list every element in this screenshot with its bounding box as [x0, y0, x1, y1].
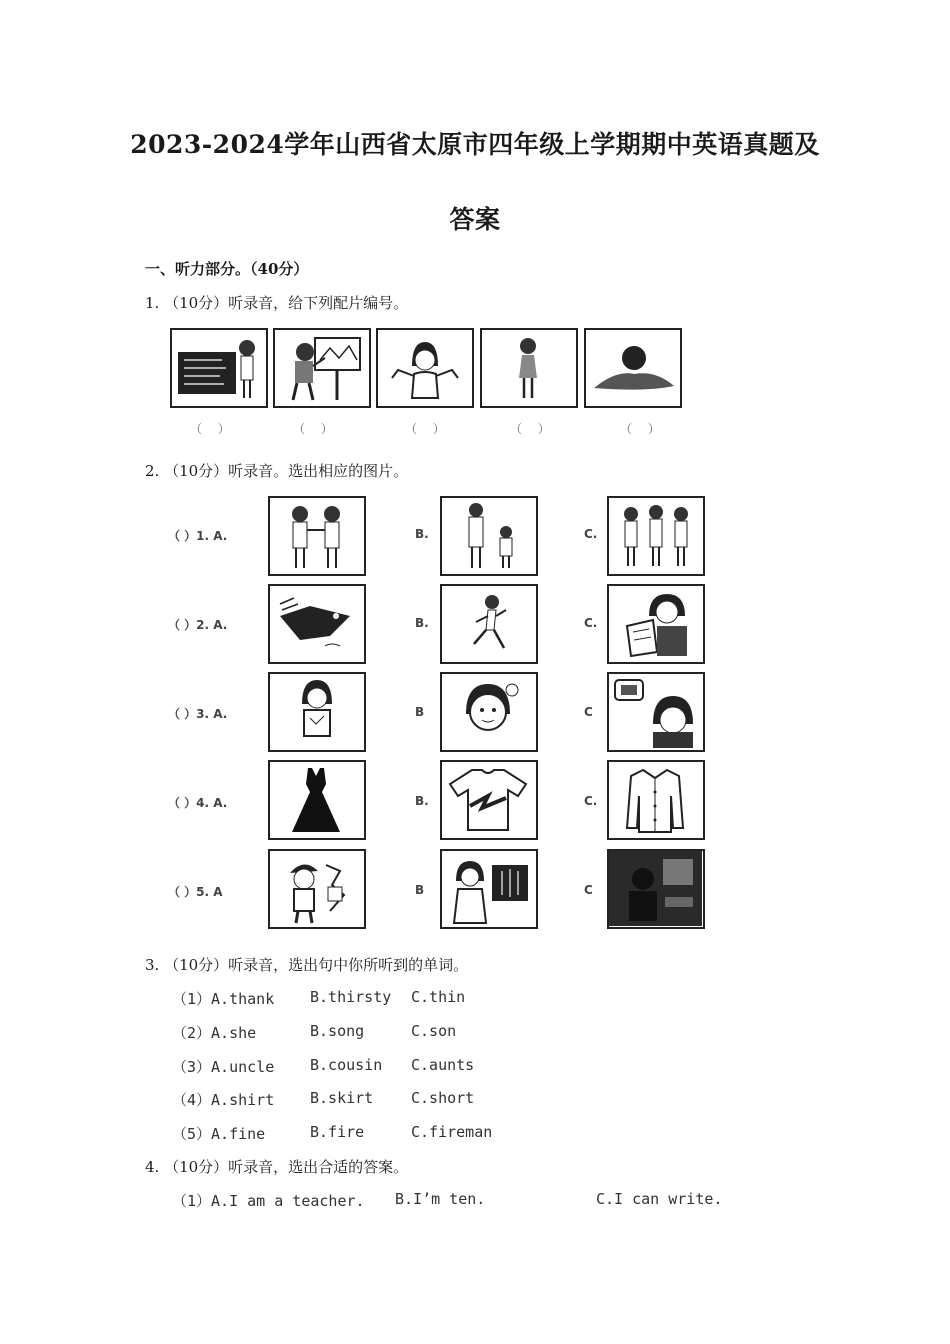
q2-row-4-option-c[interactable] — [607, 760, 705, 840]
q1-picture-2 — [273, 328, 371, 408]
q3-row-4-option-b[interactable]: B.skirt — [310, 1089, 374, 1107]
q2-row-4-option-c-label: C. — [584, 794, 598, 808]
q2-row-2-option-a[interactable] — [268, 584, 366, 664]
q3-row-3-option-b[interactable]: B.cousin — [310, 1056, 383, 1074]
q3-row-5-option-b[interactable]: B.fire — [310, 1123, 365, 1141]
page-title-line-2: 答案 — [449, 205, 501, 234]
q3-row-3-option-c[interactable]: C.aunts — [411, 1056, 475, 1074]
q2-row-3-option-b[interactable] — [440, 672, 538, 752]
q2-row-3-option-c[interactable] — [607, 672, 705, 752]
q1-picture-3 — [376, 328, 474, 408]
q3-row-3-option-a[interactable]: （3）A.uncle — [172, 1058, 275, 1076]
q1-picture-4 — [480, 328, 578, 408]
dress-icon — [270, 762, 363, 837]
q2-row-2-label[interactable]: （ ）2. A. — [168, 618, 228, 632]
student-drawing-icon — [275, 330, 368, 405]
boy-reading-icon — [609, 586, 702, 661]
q2-row-5-option-a[interactable] — [268, 849, 366, 929]
section-heading-listening: 一、听力部分。（40分） — [145, 260, 309, 278]
q2-row-1-label[interactable]: （ ）1. A. — [168, 529, 228, 543]
q2-row-3-option-c-label: C — [584, 705, 593, 719]
q1-picture-5 — [584, 328, 682, 408]
q2-row-1-option-c-label: C. — [584, 527, 598, 541]
question-4-text: 4. （10分）听录音，选出合适的答案。 — [145, 1158, 409, 1176]
q3-row-5-option-a[interactable]: （5）A.fine — [172, 1125, 266, 1143]
q2-row-1-option-a[interactable] — [268, 496, 366, 576]
q2-row-5-label[interactable]: （ ）5. A — [168, 885, 223, 899]
rock-icon — [586, 330, 679, 405]
q1-blank-1[interactable]: （ ） — [190, 422, 236, 436]
q2-row-2-option-c[interactable] — [607, 584, 705, 664]
doctor-xray-icon — [442, 851, 535, 926]
q2-row-2-option-c-label: C. — [584, 616, 598, 630]
q2-row-4-option-b-label: B. — [415, 794, 429, 808]
two-boys-icon — [270, 498, 363, 573]
q2-row-3-label[interactable]: （ ）3. A. — [168, 707, 228, 721]
q1-blank-5[interactable]: （ ） — [620, 422, 666, 436]
q1-blank-3[interactable]: （ ） — [405, 422, 451, 436]
q3-row-2-option-a[interactable]: （2）A.she — [172, 1024, 257, 1042]
q3-row-4-option-c[interactable]: C.short — [411, 1089, 475, 1107]
q2-row-3-option-b-label: B — [415, 705, 425, 719]
q4-row-1-option-c[interactable]: C.I can write. — [596, 1190, 723, 1208]
girl-waving-icon — [378, 330, 471, 405]
q1-blank-4[interactable]: （ ） — [510, 422, 556, 436]
q2-row-5-option-c-label: C — [584, 883, 593, 897]
q3-row-1-option-a[interactable]: （1）A.thank — [172, 990, 275, 1008]
q2-row-4-option-b[interactable] — [440, 760, 538, 840]
shirt-icon — [609, 762, 702, 837]
teacher-board-icon — [172, 330, 265, 405]
q2-row-1-option-b-label: B. — [415, 527, 429, 541]
running-boy-icon — [442, 586, 535, 661]
page-title-line-1: 2023-2024学年山西省太原市四年级上学期期中英语真题及 — [130, 130, 820, 159]
q2-row-1-option-c[interactable] — [607, 496, 705, 576]
q2-row-2-option-b[interactable] — [440, 584, 538, 664]
q4-row-1-option-b[interactable]: B.I’m ten. — [395, 1190, 486, 1208]
boy-cap-icon — [270, 851, 363, 926]
flying-fish-icon — [270, 586, 363, 661]
q2-row-5-option-b[interactable] — [440, 849, 538, 929]
q2-row-1-option-b[interactable] — [440, 496, 538, 576]
q3-row-2-option-b[interactable]: B.song — [310, 1022, 365, 1040]
q3-row-1-option-c[interactable]: C.thin — [411, 988, 466, 1006]
q2-row-5-option-b-label: B — [415, 883, 425, 897]
q4-row-1-option-a[interactable]: （1）A.I am a teacher. — [172, 1192, 365, 1210]
tshirt-icon — [442, 762, 535, 837]
q2-row-4-option-a[interactable] — [268, 760, 366, 840]
q3-row-5-option-c[interactable]: C.fireman — [411, 1123, 493, 1141]
q3-row-4-option-a[interactable]: （4）A.shirt — [172, 1091, 275, 1109]
man-and-boy-icon — [442, 498, 535, 573]
q3-row-2-option-c[interactable]: C.son — [411, 1022, 457, 1040]
dark-room-icon — [609, 851, 702, 926]
question-3-text: 3. （10分）听录音，选出句中你所听到的单词。 — [145, 956, 469, 974]
q2-row-3-option-a[interactable] — [268, 672, 366, 752]
question-1-text: 1. （10分）听录音，给下列配片编号。 — [145, 294, 409, 312]
girl-shirt-icon — [270, 674, 363, 749]
q2-row-5-option-c[interactable] — [607, 849, 705, 929]
girl-standing-icon — [482, 330, 575, 405]
three-people-icon — [609, 498, 702, 573]
girl-speech-bubble-icon — [609, 674, 702, 749]
girl-face-icon — [442, 674, 535, 749]
q1-blank-2[interactable]: （ ） — [293, 422, 339, 436]
question-2-text: 2. （10分）听录音。选出相应的图片。 — [145, 462, 409, 480]
q1-picture-1 — [170, 328, 268, 408]
q3-row-1-option-b[interactable]: B.thirsty — [310, 988, 392, 1006]
q2-row-4-label[interactable]: （ ）4. A. — [168, 796, 228, 810]
q2-row-2-option-b-label: B. — [415, 616, 429, 630]
